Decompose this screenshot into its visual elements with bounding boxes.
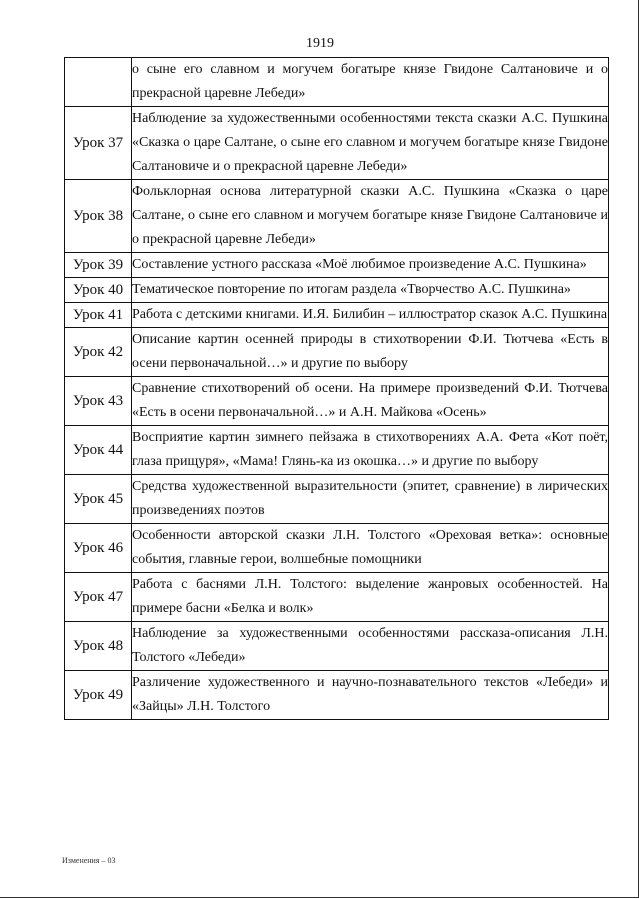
lesson-number: Урок 41 bbox=[65, 303, 132, 328]
lesson-number: Урок 45 bbox=[65, 475, 132, 524]
table-row bbox=[65, 475, 609, 524]
lesson-topic: Работа с детскими книгами. И.Я. Билибин – иллюстратор сказок А.С. Пушкина bbox=[132, 303, 609, 328]
table-row bbox=[65, 524, 609, 573]
table-row bbox=[65, 328, 609, 377]
lesson-number: Урок 44 bbox=[65, 426, 132, 475]
lesson-topic: Различение художественного и научно-познавательного текстов «Лебеди» и «Зайцы» Л.Н. Толстого bbox=[132, 671, 609, 720]
table-row bbox=[65, 622, 609, 671]
lesson-number: Урок 48 bbox=[65, 622, 132, 671]
table-row bbox=[65, 58, 609, 107]
table-row bbox=[65, 573, 609, 622]
lesson-topic: Тематическое повторение по итогам раздела «Творчество А.С. Пушкина» bbox=[132, 278, 609, 303]
lesson-number: Урок 49 bbox=[65, 671, 132, 720]
table-row bbox=[65, 107, 609, 180]
lesson-topic: Работа с баснями Л.Н. Толстого: выделение жанровых особенностей. На примере басни «Белка и волк» bbox=[132, 573, 609, 622]
lesson-number: Урок 47 bbox=[65, 573, 132, 622]
lesson-topic: о сыне его славном и могучем богатыре князе Гвидоне Салтановиче и о прекрасной царевне Лебеди» bbox=[132, 58, 609, 107]
table-row bbox=[65, 377, 609, 426]
lesson-number: Урок 43 bbox=[65, 377, 132, 426]
table-row bbox=[65, 253, 609, 278]
page-number: 1919 bbox=[306, 36, 334, 51]
table-row bbox=[65, 426, 609, 475]
lesson-number: Урок 39 bbox=[65, 253, 132, 278]
lesson-number: Урок 46 bbox=[65, 524, 132, 573]
table-row bbox=[65, 671, 609, 720]
lesson-topic: Особенности авторской сказки Л.Н. Толстого «Ореховая ветка»: основные события, главные герои, волшебные помощники bbox=[132, 524, 609, 573]
lesson-number: Урок 38 bbox=[65, 180, 132, 253]
lesson-topic: Восприятие картин зимнего пейзажа в стихотворениях А.А. Фета «Кот поёт, глаза прищуря», «Мама! Глянь-ка из окошка…» и другие по выбору bbox=[132, 426, 609, 475]
lesson-topic: Средства художественной выразительности (эпитет, сравнение) в лирических произведениях поэтов bbox=[132, 475, 609, 524]
lesson-topic: Наблюдение за художественными особенностями рассказа-описания Л.Н. Толстого «Лебеди» bbox=[132, 622, 609, 671]
table-row bbox=[65, 303, 609, 328]
lesson-number: Урок 40 bbox=[65, 278, 132, 303]
lesson-topic: Наблюдение за художественными особенностями текста сказки А.С. Пушкина «Сказка о царе Салтане, о сыне его славном и могучем богатыре князе Гвидоне Салтановиче и о прекрасной царевне Лебеди» bbox=[132, 107, 609, 180]
lesson-topic: Составление устного рассказа «Моё любимое произведение А.С. Пушкина» bbox=[132, 253, 609, 278]
lesson-topic: Описание картин осенней природы в стихотворении Ф.И. Тютчева «Есть в осени первоначальной…» и другие по выбору bbox=[132, 328, 609, 377]
footer-revision-note: Изменения – 03 bbox=[62, 856, 116, 865]
lesson-number-cell bbox=[65, 58, 132, 107]
lessons-table bbox=[64, 57, 609, 720]
lesson-topic: Сравнение стихотворений об осени. На примере произведений Ф.И. Тютчева «Есть в осени первоначальной…» и А.Н. Майкова «Осень» bbox=[132, 377, 609, 426]
lesson-topic: Фольклорная основа литературной сказки А.С. Пушкина «Сказка о царе Салтане, о сыне его славном и могучем богатыре князе Гвидоне Салтановиче и о прекрасной царевне Лебеди» bbox=[132, 180, 609, 253]
table-row bbox=[65, 278, 609, 303]
table-row bbox=[65, 180, 609, 253]
lesson-number: Урок 42 bbox=[65, 328, 132, 377]
lesson-number: Урок 37 bbox=[65, 107, 132, 180]
